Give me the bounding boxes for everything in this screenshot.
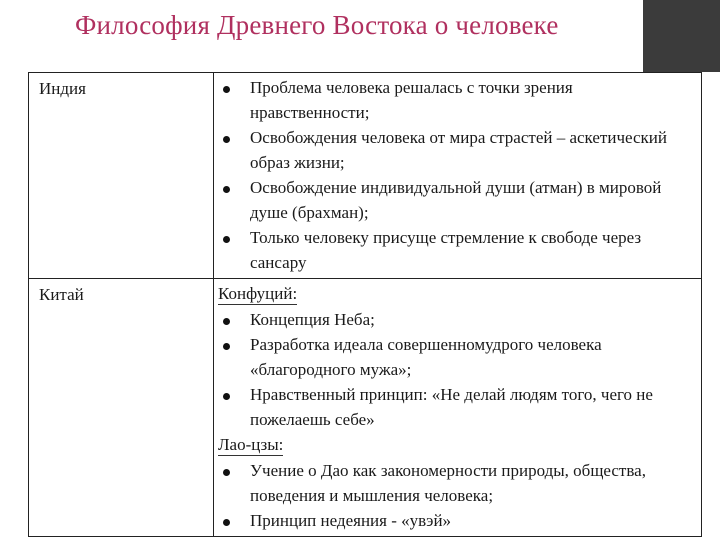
slide-title: Философия Древнего Востока о человеке <box>75 10 559 40</box>
list-item: Концепция Неба; <box>218 307 695 332</box>
subheading-confucius: Конфуций: <box>218 284 298 303</box>
country-cell: Китай <box>29 279 214 537</box>
corner-decoration <box>643 0 720 72</box>
table-row-china <box>29 279 702 537</box>
content-cell <box>214 279 702 537</box>
country-cell: Индия <box>29 73 214 279</box>
list-item: Освобождение индивидуальной души (атман) в мировой душе (брахман); <box>218 175 695 225</box>
list-item: Разработка идеала совершенномудрого человека «благородного мужа»; <box>218 332 695 382</box>
table-row-india <box>29 73 702 279</box>
list-item: Освобождения человека от мира страстей – аскетический образ жизни; <box>218 125 695 175</box>
list-item: Проблема человека решалась с точки зрения нравственности; <box>218 75 695 125</box>
list-item: Только человеку присуще стремление к свободе через сансару <box>218 225 695 275</box>
list-item: Принцип недеяния - «увэй» <box>218 508 695 533</box>
subheading-laozi: Лао-цзы: <box>218 435 284 454</box>
list-item: Нравственный принцип: «Не делай людям того, чего не пожелаешь себе» <box>218 382 695 432</box>
list-item: Учение о Дао как закономерности природы, общества, поведения и мышления человека; <box>218 458 695 508</box>
philosophy-table <box>28 72 702 537</box>
content-cell <box>214 73 702 279</box>
